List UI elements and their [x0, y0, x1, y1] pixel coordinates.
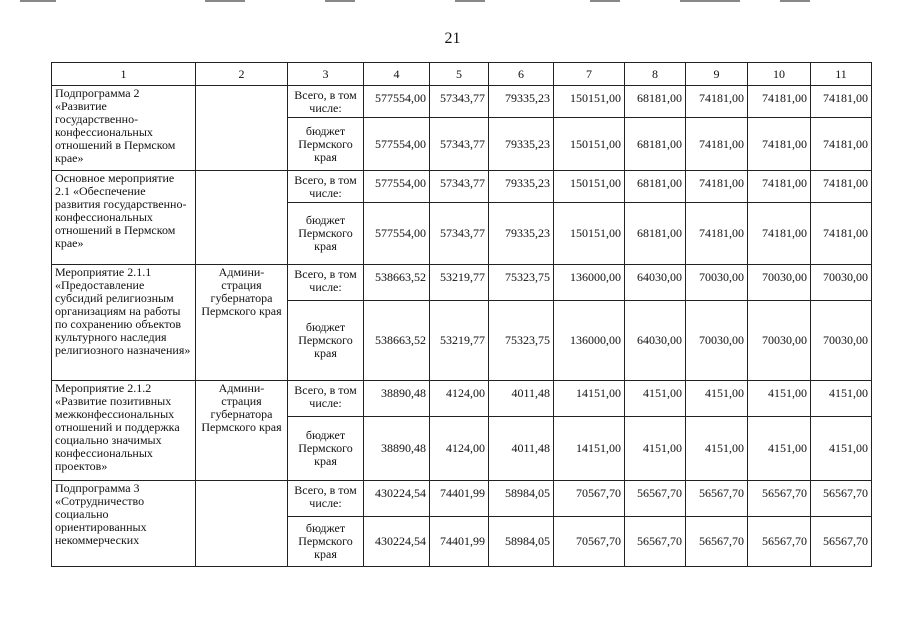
value-cell: 150151,00 [554, 171, 625, 203]
executor-cell: Админи-страция губернатора Пермского края [196, 381, 288, 481]
value-cell: 577554,00 [364, 118, 430, 171]
value-cell: 70030,00 [811, 265, 872, 301]
program-name-cell: Подпрограмма 3 «Сотрудничество социально ориентированных некоммерческих [52, 481, 196, 567]
value-cell: 14151,00 [554, 381, 625, 417]
column-header: 11 [811, 63, 872, 86]
column-header: 5 [430, 63, 489, 86]
page-number: 21 [444, 30, 461, 47]
value-cell: 53219,77 [430, 265, 489, 301]
value-cell: 4151,00 [686, 381, 748, 417]
value-cell: 74181,00 [748, 86, 811, 118]
program-name-cell: Основное мероприятие 2.1 «Обеспечение развития государственно-конфессиональных отношений в Пермском крае» [52, 171, 196, 265]
value-cell: 74181,00 [748, 171, 811, 203]
value-cell: 4151,00 [625, 381, 686, 417]
value-cell: 136000,00 [554, 265, 625, 301]
executor-cell [196, 481, 288, 567]
value-cell: 538663,52 [364, 301, 430, 381]
scan-edge-line [590, 0, 620, 2]
value-cell: 56567,70 [686, 481, 748, 517]
value-cell: 14151,00 [554, 417, 625, 481]
value-cell: 70030,00 [811, 301, 872, 381]
budget-table [51, 62, 872, 567]
value-cell: 4151,00 [811, 381, 872, 417]
column-header: 2 [196, 63, 288, 86]
table-row [52, 265, 872, 301]
value-cell: 70030,00 [748, 265, 811, 301]
value-cell: 64030,00 [625, 301, 686, 381]
scan-edge-line [325, 0, 355, 2]
value-cell: 75323,75 [489, 301, 554, 381]
value-cell: 74181,00 [811, 86, 872, 118]
column-header: 10 [748, 63, 811, 86]
value-cell: 538663,52 [364, 265, 430, 301]
value-cell: 79335,23 [489, 171, 554, 203]
funding-source-cell: бюджет Пермского края [288, 301, 364, 381]
column-header: 7 [554, 63, 625, 86]
funding-source-cell: Всего, в том числе: [288, 481, 364, 517]
executor-cell [196, 86, 288, 171]
value-cell: 74181,00 [686, 203, 748, 265]
value-cell: 64030,00 [625, 265, 686, 301]
value-cell: 58984,05 [489, 517, 554, 567]
value-cell: 58984,05 [489, 481, 554, 517]
scan-edge-line [20, 0, 56, 2]
value-cell: 56567,70 [811, 517, 872, 567]
value-cell: 38890,48 [364, 381, 430, 417]
value-cell: 56567,70 [748, 517, 811, 567]
executor-cell [196, 171, 288, 265]
scan-edge-line [680, 0, 740, 2]
funding-source-cell: Всего, в том числе: [288, 265, 364, 301]
value-cell: 79335,23 [489, 203, 554, 265]
value-cell: 136000,00 [554, 301, 625, 381]
value-cell: 75323,75 [489, 265, 554, 301]
column-header: 8 [625, 63, 686, 86]
value-cell: 577554,00 [364, 86, 430, 118]
executor-cell: Админи-страция губернатора Пермского края [196, 265, 288, 381]
program-name-cell: Мероприятие 2.1.2 «Развитие позитивных межконфессиональных отношений и поддержка социально значимых конфессиональных проектов» [52, 381, 196, 481]
value-cell: 74181,00 [686, 171, 748, 203]
value-cell: 150151,00 [554, 86, 625, 118]
value-cell: 79335,23 [489, 118, 554, 171]
value-cell: 56567,70 [686, 517, 748, 567]
column-header: 3 [288, 63, 364, 86]
value-cell: 577554,00 [364, 171, 430, 203]
table-row [52, 381, 872, 417]
column-header: 1 [52, 63, 196, 86]
value-cell: 74181,00 [748, 203, 811, 265]
table-row [52, 481, 872, 517]
column-header: 9 [686, 63, 748, 86]
value-cell: 68181,00 [625, 86, 686, 118]
scan-edge-line [780, 0, 810, 2]
value-cell: 4151,00 [686, 417, 748, 481]
value-cell: 57343,77 [430, 171, 489, 203]
value-cell: 74401,99 [430, 517, 489, 567]
value-cell: 38890,48 [364, 417, 430, 481]
value-cell: 68181,00 [625, 171, 686, 203]
value-cell: 53219,77 [430, 301, 489, 381]
value-cell: 68181,00 [625, 118, 686, 171]
value-cell: 74181,00 [811, 118, 872, 171]
value-cell: 74181,00 [686, 86, 748, 118]
value-cell: 74181,00 [811, 203, 872, 265]
scan-edge-line [455, 0, 485, 2]
value-cell: 4011,48 [489, 417, 554, 481]
program-name-cell: Подпрограмма 2 «Развитие государственно-конфессиональных отношений в Пермском крае» [52, 86, 196, 171]
value-cell: 4151,00 [811, 417, 872, 481]
value-cell: 57343,77 [430, 203, 489, 265]
value-cell: 57343,77 [430, 118, 489, 171]
funding-source-cell: Всего, в том числе: [288, 86, 364, 118]
funding-source-cell: бюджет Пермского края [288, 417, 364, 481]
value-cell: 4011,48 [489, 381, 554, 417]
table-row [52, 86, 872, 118]
value-cell: 56567,70 [811, 481, 872, 517]
value-cell: 70567,70 [554, 517, 625, 567]
value-cell: 70030,00 [686, 265, 748, 301]
value-cell: 74181,00 [686, 118, 748, 171]
value-cell: 150151,00 [554, 118, 625, 171]
funding-source-cell: Всего, в том числе: [288, 381, 364, 417]
value-cell: 70030,00 [686, 301, 748, 381]
value-cell: 4151,00 [748, 381, 811, 417]
value-cell: 56567,70 [748, 481, 811, 517]
value-cell: 430224,54 [364, 517, 430, 567]
program-name-cell: Мероприятие 2.1.1 «Предоставление субсидий религиозным организациям на работы по сохранению объектов культурного наследия религиозного назначения» [52, 265, 196, 381]
scan-edge-line [205, 0, 245, 2]
value-cell: 56567,70 [625, 481, 686, 517]
value-cell: 577554,00 [364, 203, 430, 265]
table-row [52, 171, 872, 203]
funding-source-cell: бюджет Пермского края [288, 118, 364, 171]
funding-source-cell: бюджет Пермского края [288, 203, 364, 265]
value-cell: 430224,54 [364, 481, 430, 517]
funding-source-cell: Всего, в том числе: [288, 171, 364, 203]
value-cell: 4124,00 [430, 381, 489, 417]
table-header-row [52, 63, 872, 86]
value-cell: 68181,00 [625, 203, 686, 265]
value-cell: 4151,00 [625, 417, 686, 481]
value-cell: 74401,99 [430, 481, 489, 517]
funding-source-cell: бюджет Пермского края [288, 517, 364, 567]
column-header: 4 [364, 63, 430, 86]
value-cell: 56567,70 [625, 517, 686, 567]
value-cell: 74181,00 [748, 118, 811, 171]
value-cell: 4124,00 [430, 417, 489, 481]
value-cell: 57343,77 [430, 86, 489, 118]
value-cell: 70567,70 [554, 481, 625, 517]
column-header: 6 [489, 63, 554, 86]
value-cell: 150151,00 [554, 203, 625, 265]
value-cell: 70030,00 [748, 301, 811, 381]
value-cell: 4151,00 [748, 417, 811, 481]
value-cell: 79335,23 [489, 86, 554, 118]
value-cell: 74181,00 [811, 171, 872, 203]
